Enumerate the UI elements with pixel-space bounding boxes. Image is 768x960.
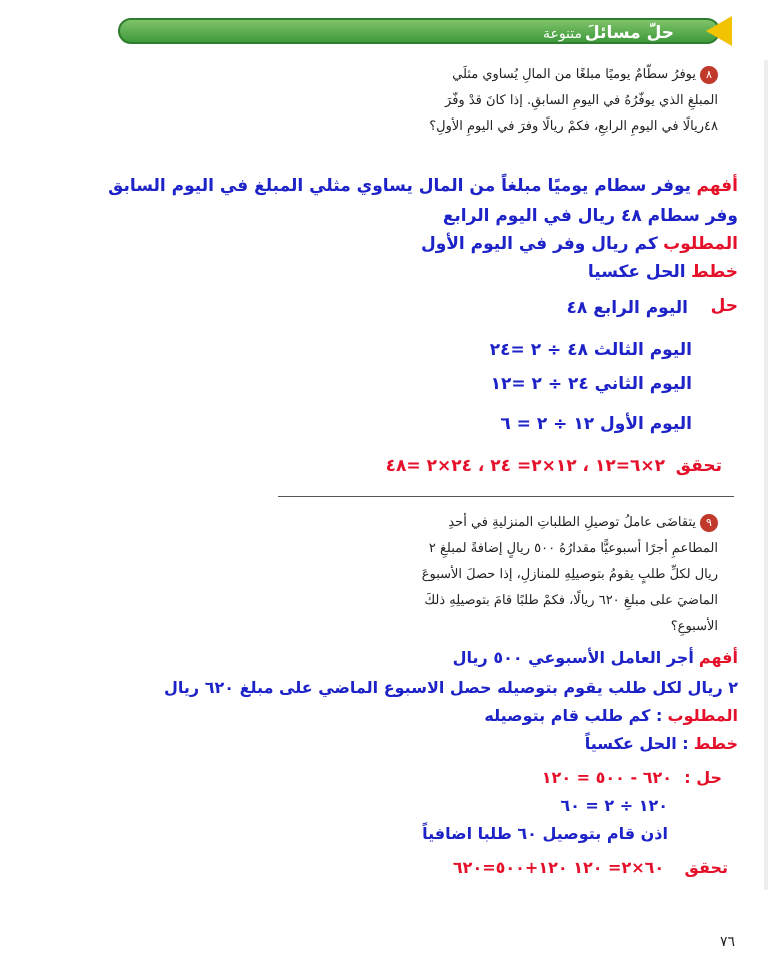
p1-required-text: كم ريال وفر في اليوم الأول: [420, 234, 658, 254]
p1-required-label: المطلوب: [663, 234, 738, 254]
p2-understand-text1: أجر العامل الأسبوعي ٥٠٠ ريال: [452, 648, 694, 667]
p1-plan-text: الحل عكسيا: [587, 262, 686, 282]
p2-plan-text: : الحل عكسياً: [584, 734, 689, 753]
p2-plan-label: خطط: [693, 734, 738, 753]
page-edge: [764, 60, 768, 890]
p2-plan-line: [585, 734, 738, 753]
p1-plan-label: خطط: [690, 262, 738, 282]
p2-check-line: [453, 858, 728, 877]
p1-understand-line2: وفر سطام ٤٨ ريال في اليوم الرابع: [442, 206, 738, 226]
p1-solve-label: حل: [710, 296, 738, 316]
p2-required-line: [484, 706, 738, 725]
p2-step-3: اذن قام بتوصيل ٦٠ طلبا اضافياً: [422, 824, 668, 843]
p2-understand-line1: [453, 648, 738, 667]
banner-title: حلّ مسائلَ: [584, 23, 674, 43]
p2-required-label: المطلوب: [667, 706, 738, 725]
p1-plan-line: [588, 262, 738, 282]
problem-1-body: يوفرُ سطّامٌ يوميًا مبلغًا من المالِ يُساوي مثلَي المبلغِ الذي يوفّرُهُ في اليومِ السابقِ. إذا كانَ قدْ وفّرَ ٤٨ريالًا في اليومِ الرابعِ، فكمْ ريالًا وفرَ في اليومِ الأولِ؟: [429, 67, 718, 134]
p1-step-2: اليوم الثالث ٤٨ ÷ ٢ =٢٤: [489, 340, 692, 360]
section-banner: [108, 12, 732, 50]
p1-required-line: [421, 234, 738, 254]
p1-check-text: ٢×٦=١٢ ، ١٢×٢= ٢٤ ، ٢٤×٢ =٤٨: [385, 456, 665, 476]
p1-understand-label: أفهم: [696, 176, 738, 196]
problem-1-number-badge: ٨: [700, 66, 718, 84]
banner-arrow-icon: [706, 16, 732, 46]
p2-step-1: ٦٢٠ - ٥٠٠ = ١٢٠: [541, 768, 672, 787]
page-number: ٧٦: [720, 934, 736, 950]
p1-check-label: تحقق: [675, 456, 722, 476]
p2-check-label: تحقق: [684, 858, 728, 877]
p1-check-line: [386, 456, 722, 476]
p2-check-text: ٦٠×٢= ١٢٠ ١٢٠+٥٠٠=٦٢٠: [452, 858, 665, 877]
p2-understand-label: أفهم: [698, 648, 738, 667]
p1-understand-line1: [108, 176, 738, 196]
p2-understand-line2: ٢ ريال لكل طلب يقوم بتوصيله حصل الاسبوع الماضي على مبلغ ٦٢٠ ريال: [164, 678, 738, 697]
p2-solve-label: حل :: [684, 768, 722, 787]
p1-step-1: اليوم الرابع ٤٨: [566, 298, 688, 318]
p2-required-text: : كم طلب قام بتوصيله: [484, 706, 663, 725]
problem-2-number-badge: ٩: [700, 514, 718, 532]
section-divider: [278, 496, 734, 497]
problem-2-text: [418, 510, 718, 640]
p2-step-2: ١٢٠ ÷ ٢ = ٦٠: [560, 796, 668, 815]
p1-step-3: اليوم الثاني ٢٤ ÷ ٢ =١٢: [490, 374, 692, 394]
p1-understand-text1: يوفر سطام يوميًا مبلغاً من المال يساوي مثلي المبلغ في اليوم السابق: [108, 176, 692, 196]
problem-2-body: يتقاضَى عاملُ توصيلِ الطلباتِ المنزليةِ في أحدِ المطاعمِ أجرًا أسبوعيًّا مقدارُهُ ٥٠٠ ريالٍ إضافةً لمبلغِ ٢ ريال لكلِّ طلبٍ يقومُ بتوصيلِهِ للمنازلِ، إذا حصلَ الأسبوعَ الماضيَ على مبلغِ ٦٢٠ ريالًا، فكمْ طلبًا قامَ بتوصيلِهِ ذلكَ الأسبوعِ؟: [421, 515, 718, 634]
banner-subtitle: متنوعة: [542, 26, 582, 42]
p1-step-4: اليوم الأول ١٢ ÷ ٢ = ٦: [500, 414, 692, 434]
problem-1-text: [418, 62, 718, 140]
